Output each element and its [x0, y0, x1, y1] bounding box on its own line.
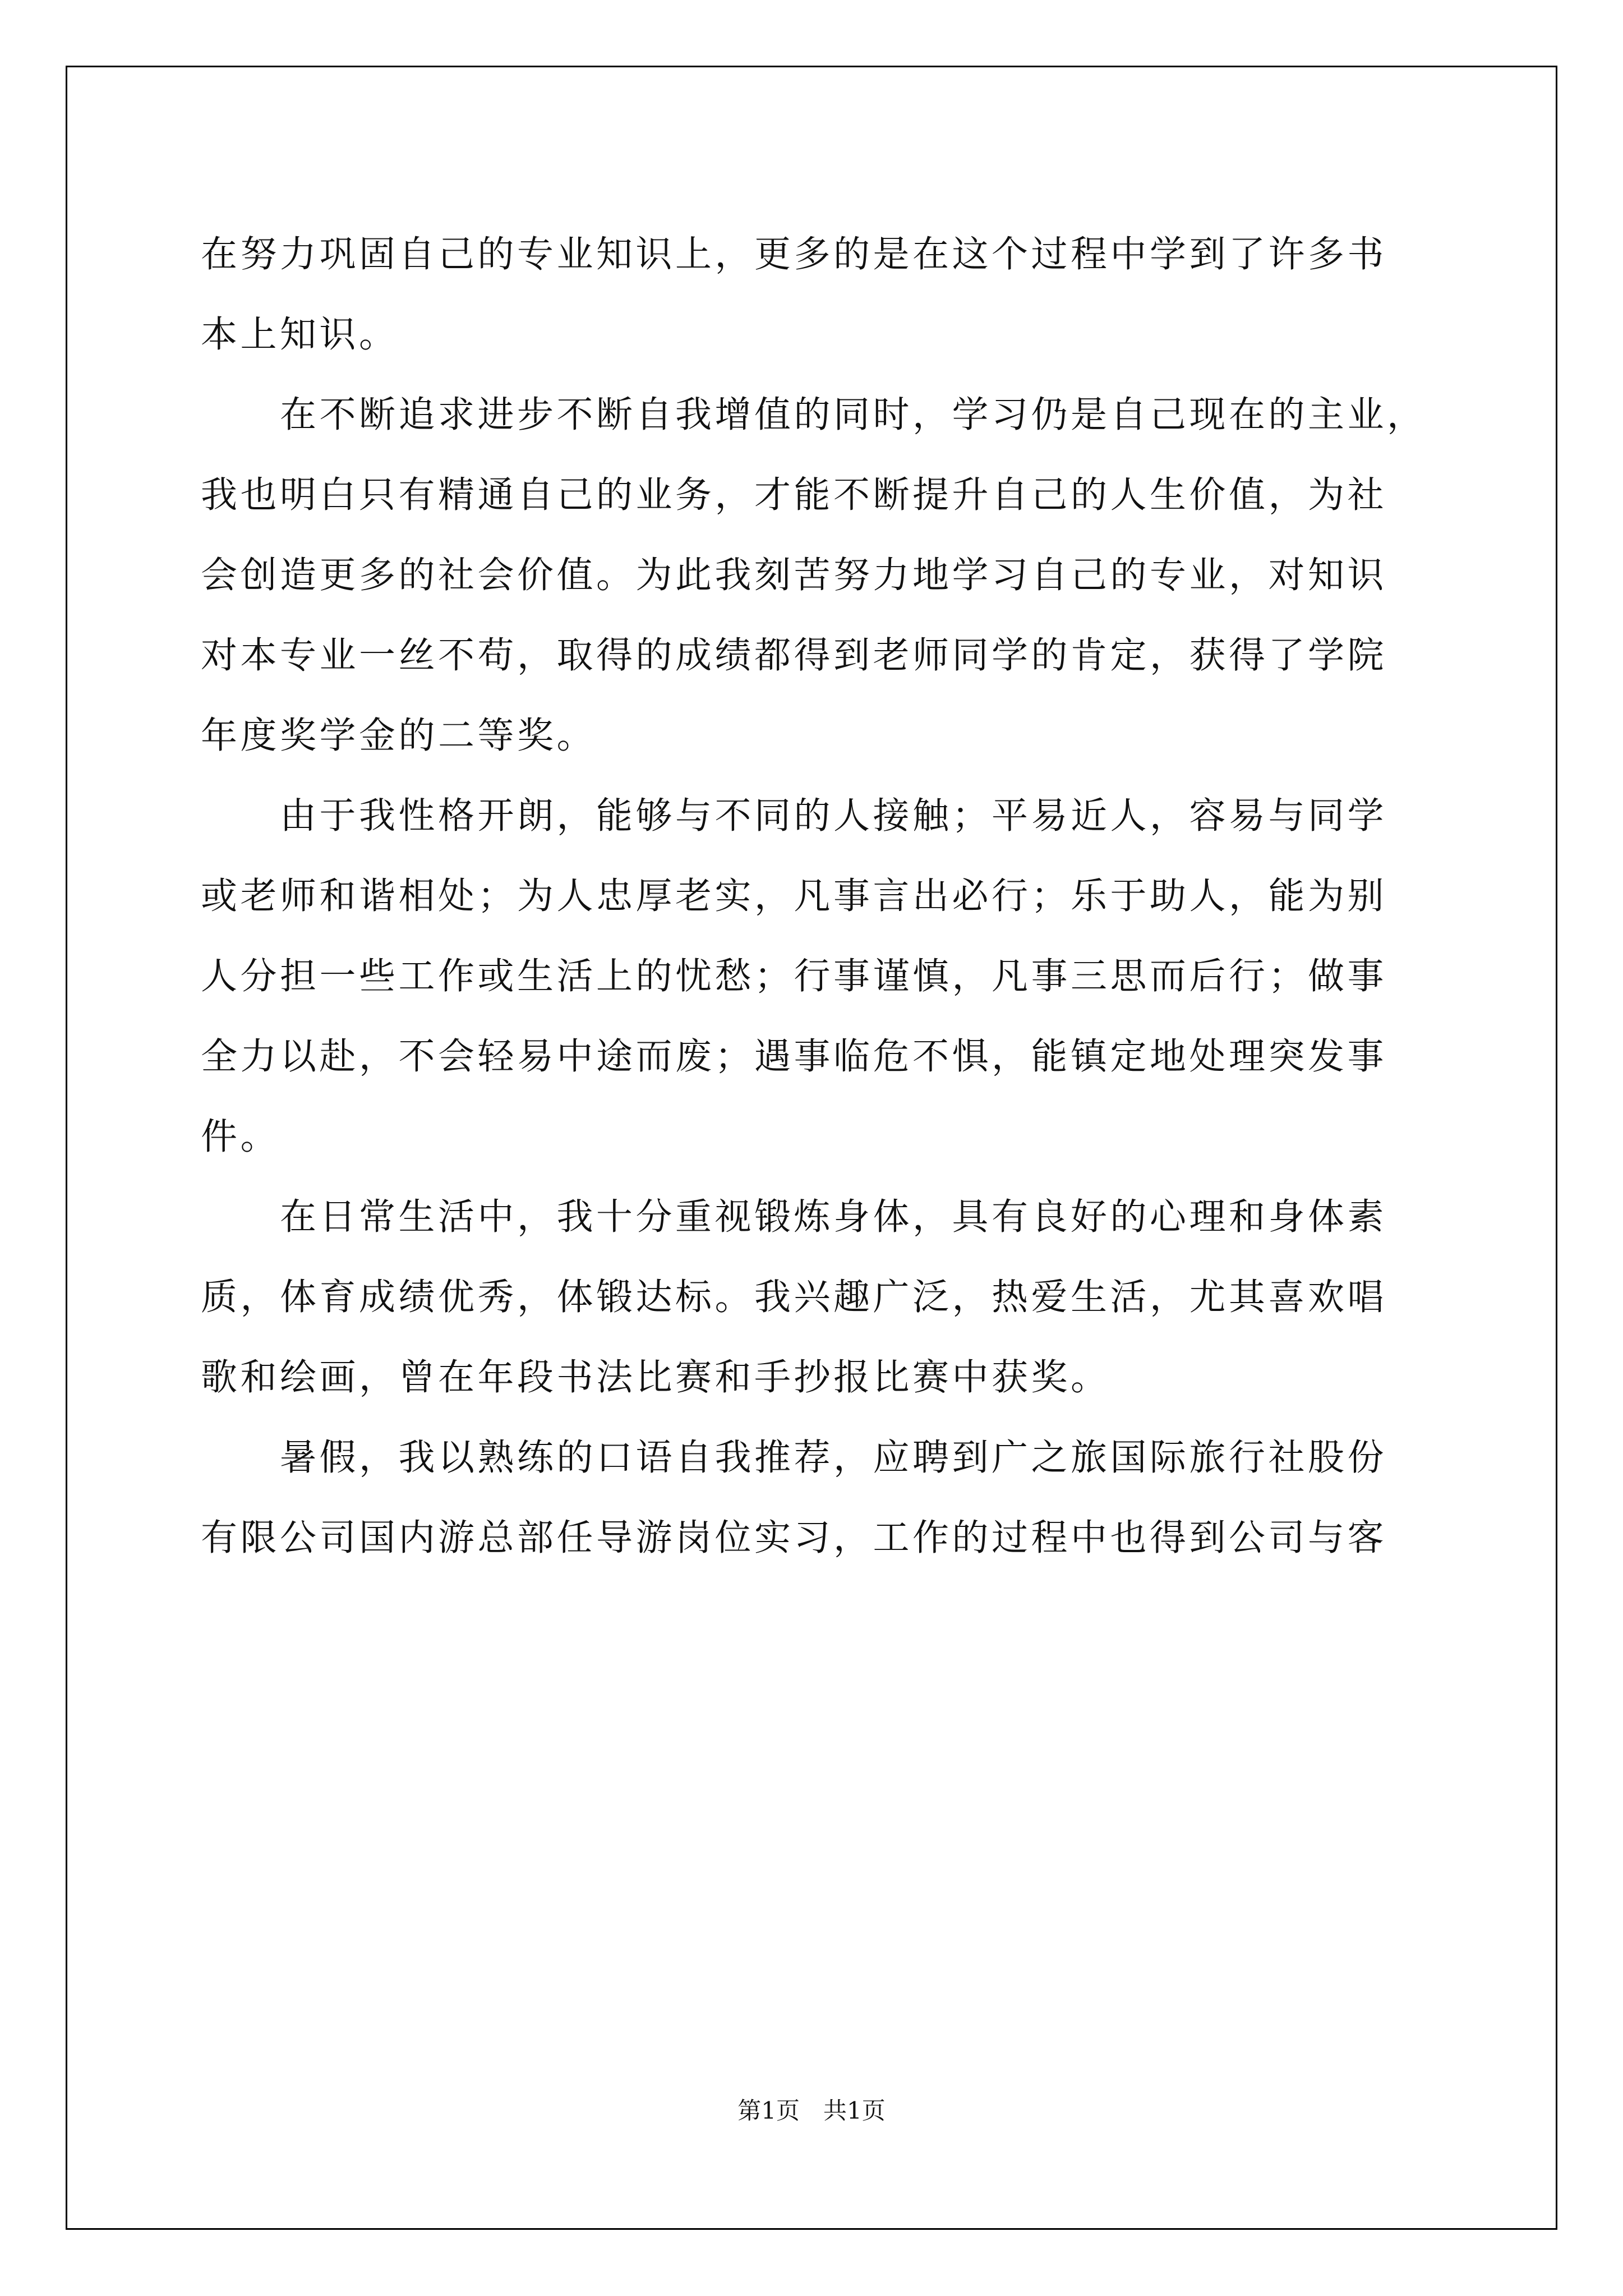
text-line: 有限公司国内游总部任导游岗位实习，工作的过程中也得到公司与客 [201, 1517, 1387, 1559]
text-line: 会创造更多的社会价值。为此我刻苦努力地学习自己的专业，对知识 [201, 554, 1387, 596]
text-line: 本上知识。 [201, 314, 399, 356]
text-line: 对本专业一丝不苟，取得的成绩都得到老师同学的肯定，获得了学院 [201, 634, 1387, 677]
text-line: 在努力巩固自己的专业知识上，更多的是在这个过程中学到了许多书 [201, 233, 1387, 275]
text-line: 人分担一些工作或生活上的忧愁；行事谨慎，凡事三思而后行；做事 [201, 955, 1387, 997]
text-line: 我也明白只有精通自己的业务，才能不断提升自己的人生价值，为社 [201, 474, 1387, 516]
text-line: 全力以赴，不会轻易中途而废；遇事临危不惧，能镇定地处理突发事 [201, 1036, 1387, 1078]
page-footer: 第1页 共1页 [737, 2097, 886, 2124]
text-line: 质，体育成绩优秀，体锻达标。我兴趣广泛，热爱生活，尤其喜欢唱 [201, 1276, 1387, 1318]
text-line: 在不断追求进步不断自我增值的同时，学习仍是自己现在的主业， [201, 394, 1427, 436]
text-line: 暑假，我以熟练的口语自我推荐，应聘到广之旅国际旅行社股份 [201, 1437, 1387, 1479]
text-line: 歌和绘画，曾在年段书法比赛和手抄报比赛中获奖。 [201, 1356, 1110, 1398]
text-line: 或老师和谐相处；为人忠厚老实，凡事言出必行；乐于助人，能为别 [201, 875, 1387, 917]
text-line: 由于我性格开朗，能够与不同的人接触；平易近人，容易与同学 [201, 795, 1387, 837]
text-line: 件。 [201, 1116, 280, 1158]
document-body [201, 214, 1435, 1578]
text-line: 在日常生活中，我十分重视锻炼身体，具有良好的心理和身体素 [201, 1196, 1387, 1238]
text-line: 年度奖学金的二等奖。 [201, 715, 597, 757]
